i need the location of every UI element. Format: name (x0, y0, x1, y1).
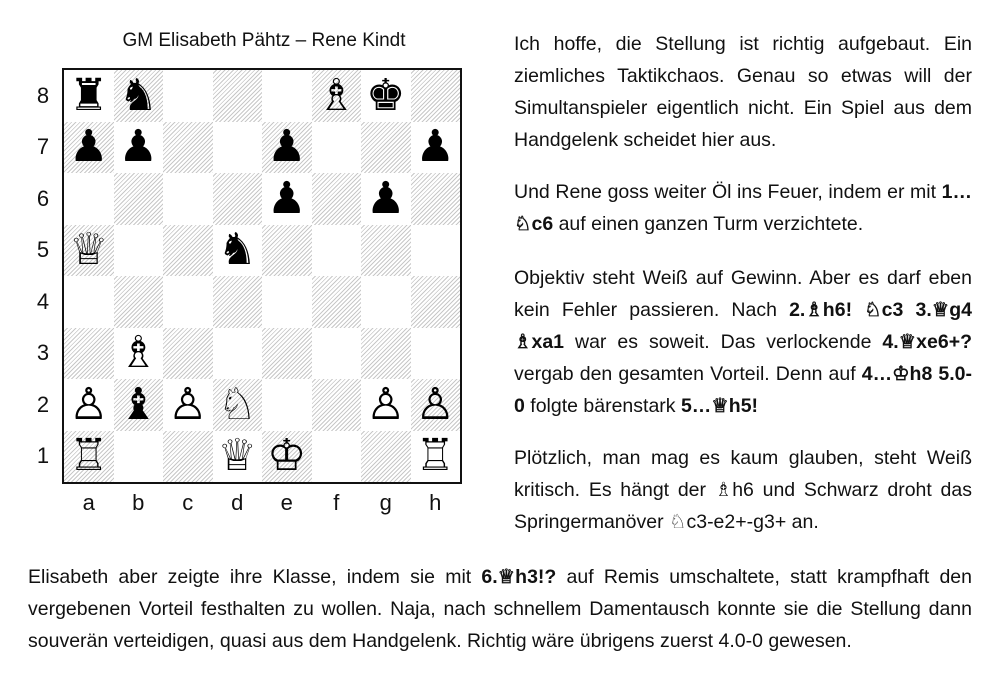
square-d6 (213, 173, 263, 225)
diagram-title: GM Elisabeth Pähtz – Rene Kindt (122, 30, 406, 51)
square-d1 (213, 431, 263, 483)
square-e4 (262, 276, 312, 328)
paragraph-1 (514, 28, 972, 156)
square-h2 (411, 379, 461, 431)
square-d2 (213, 379, 263, 431)
chess-piece-h2: ♙ (415, 378, 455, 430)
rank-label: 3 (36, 340, 50, 366)
rank-label: 1 (36, 443, 50, 469)
paragraph-5-text-b: auf Remis umschaltete, statt krampfhaft den vergebenen Vorteil festhalten zu wollen. Naja, nach schnellem Damentausch konnte sie die Stellung dann souverän verteidigen, quasi aus dem Handgelenk. Richtig wäre übrigens zuerst 4.0-0 gewesen. (28, 566, 972, 652)
square-c3 (163, 328, 213, 380)
square-b6 (114, 173, 164, 225)
paragraph-4-text: Plötzlich, man mag es kaum glauben, steht Weiß kritisch. Es hängt der ♗h6 und Schwarz droht das Springermanöver ♘c3-e2+-g3+ an. (514, 447, 972, 533)
square-f4 (312, 276, 362, 328)
square-a2 (64, 379, 114, 431)
square-g7 (361, 122, 411, 174)
square-g1 (361, 431, 411, 483)
rank-label: 6 (36, 185, 50, 211)
paragraph-5-move: 6.♕h3!? (481, 566, 557, 588)
square-b2 (114, 379, 164, 431)
chess-board (62, 68, 462, 484)
chess-piece-f8: ♗ (316, 69, 356, 121)
chess-piece-a8: ♜ (69, 69, 109, 121)
square-c8 (163, 70, 213, 122)
paragraph-5-text-a: Elisabeth aber zeigte ihre Klasse, indem sie mit (28, 566, 482, 588)
paragraph-2-text-b: auf einen ganzen Turm verzichtete. (553, 213, 864, 235)
square-g5 (361, 225, 411, 277)
square-d7 (213, 122, 263, 174)
rank-label: 2 (36, 391, 50, 417)
square-a6 (64, 173, 114, 225)
square-a7 (64, 122, 114, 174)
square-c1 (163, 431, 213, 483)
chess-piece-h7: ♟ (415, 121, 455, 173)
square-a3 (64, 328, 114, 380)
square-a1 (64, 431, 114, 483)
square-a4 (64, 276, 114, 328)
chess-piece-e1: ♔ (267, 430, 307, 482)
square-h1 (411, 431, 461, 483)
chess-piece-c2: ♙ (168, 378, 208, 430)
square-h7 (411, 122, 461, 174)
square-e5 (262, 225, 312, 277)
square-g3 (361, 328, 411, 380)
square-e8 (262, 70, 312, 122)
square-b7 (114, 122, 164, 174)
square-g8 (361, 70, 411, 122)
paragraph-4 (514, 442, 972, 538)
square-a8 (64, 70, 114, 122)
chess-piece-e7: ♟ (267, 121, 307, 173)
rank-label: 8 (36, 82, 50, 108)
square-h6 (411, 173, 461, 225)
square-f2 (312, 379, 362, 431)
file-label: g (379, 490, 392, 515)
chess-piece-b7: ♟ (118, 121, 158, 173)
square-d8 (213, 70, 263, 122)
square-b8 (114, 70, 164, 122)
square-e7 (262, 122, 312, 174)
square-h4 (411, 276, 461, 328)
square-d4 (213, 276, 263, 328)
chess-piece-e6: ♟ (267, 172, 307, 224)
file-label: h (429, 490, 442, 515)
square-g6 (361, 173, 411, 225)
paragraph-1-text: Ich hoffe, die Stellung ist richtig aufgebaut. Ein ziemliches Taktikchaos. Genau so etwas will der Simultanspieler eigentlich nicht. Ein Spiel aus dem Handgelenk scheidet hier aus. (514, 33, 972, 151)
chess-piece-a7: ♟ (69, 121, 109, 173)
paragraph-2-move: 1…♘c6 (514, 181, 972, 235)
file-label: b (132, 490, 145, 515)
paragraph-3-move-2: 4.♕xe6+? (882, 331, 972, 353)
paragraph-3-move-1: 2.♗h6! ♘c3 3.♕g4 ♗xa1 (514, 299, 972, 353)
paragraph-3-text-b: war es soweit. Das verlockende (564, 331, 883, 353)
chess-piece-d1: ♕ (217, 430, 257, 482)
square-g4 (361, 276, 411, 328)
chess-piece-g8: ♚ (366, 69, 406, 121)
paragraph-2-text-a: Und Rene goss weiter Öl ins Feuer, indem er mit (514, 181, 942, 203)
chess-piece-a1: ♖ (69, 430, 109, 482)
square-h3 (411, 328, 461, 380)
paragraph-3-text-d: folgte bärenstark (524, 395, 681, 417)
square-f3 (312, 328, 362, 380)
square-h8 (411, 70, 461, 122)
chess-piece-g2: ♙ (366, 378, 406, 430)
square-c4 (163, 276, 213, 328)
square-b4 (114, 276, 164, 328)
square-a5 (64, 225, 114, 277)
file-label: f (333, 490, 340, 515)
square-e2 (262, 379, 312, 431)
square-c2 (163, 379, 213, 431)
chess-piece-d5: ♞ (217, 224, 257, 276)
square-f7 (312, 122, 362, 174)
paragraph-3-text-c: vergab den gesamten Vorteil. Denn auf (514, 363, 862, 385)
chess-piece-h1: ♖ (415, 430, 455, 482)
paragraph-3-move-4: 5…♕h5! (680, 395, 759, 417)
square-g2 (361, 379, 411, 431)
square-e1 (262, 431, 312, 483)
paragraph-3-move-3: 4…♔h8 5.0-0 (514, 363, 972, 417)
rank-label: 7 (36, 134, 50, 160)
file-label: d (231, 490, 244, 515)
square-d3 (213, 328, 263, 380)
rank-label: 5 (36, 237, 50, 263)
paragraph-3-text-a: Objektiv steht Weiß auf Gewinn. Aber es darf eben kein Fehler passieren. Nach (514, 267, 972, 321)
paragraph-2 (514, 176, 972, 240)
square-f1 (312, 431, 362, 483)
square-h5 (411, 225, 461, 277)
rank-label: 4 (36, 288, 50, 314)
paragraph-3 (514, 262, 972, 422)
file-label: c (182, 490, 194, 515)
chess-piece-b3: ♗ (118, 327, 158, 379)
chess-piece-d2: ♘ (217, 378, 257, 430)
paragraph-5 (28, 561, 972, 657)
chess-piece-a5: ♕ (69, 224, 109, 276)
square-b1 (114, 431, 164, 483)
square-b3 (114, 328, 164, 380)
square-c6 (163, 173, 213, 225)
square-e3 (262, 328, 312, 380)
chess-piece-b8: ♞ (118, 69, 158, 121)
square-f6 (312, 173, 362, 225)
file-label: a (82, 490, 95, 515)
square-f8 (312, 70, 362, 122)
chess-piece-b2: ♝ (118, 378, 158, 430)
square-c7 (163, 122, 213, 174)
square-b5 (114, 225, 164, 277)
chess-piece-g6: ♟ (366, 172, 406, 224)
file-label: e (280, 490, 293, 515)
square-f5 (312, 225, 362, 277)
square-c5 (163, 225, 213, 277)
square-d5 (213, 225, 263, 277)
square-e6 (262, 173, 312, 225)
chess-piece-a2: ♙ (69, 378, 109, 430)
